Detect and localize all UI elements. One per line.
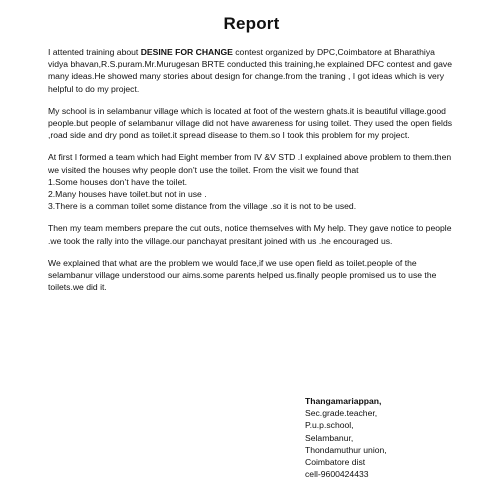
paragraph-rally: Then my team members prepare the cut outs, notice themselves with My help. They gave notice to people .we took the rally into the village.our panchayat presitant joined with us .he encouraged us. [48,223,452,246]
signature-school: P.u.p.school, [305,420,354,431]
signature-name: Thangamariappan, [305,396,382,406]
contest-name: DESINE FOR CHANGE [140,47,233,57]
signature-district: Coimbatore dist [305,457,366,468]
paragraph-team [48,151,455,212]
paragraph-village: My school is in selambanur village which is located at foot of the western ghats.it is beautiful village.good people.but people of selambanur village did not have awareness for using toilet. They used the open fields ,road side and dry pond as toilet.it spread disease to them.so I took this problem for my project. [48,105,453,141]
paragraph-training-post: contest organized by DPC,Coimbatore at Bharathiya vidya bhavan,R.S.puram.Mr.Murugesan BRTE conducted this training,he explained DFC contest and gave many ideas.He showed many stories about design for change.from the traning , I got ideas which is very helpful to do my project. [48,47,452,94]
paragraph-training-pre: I attented training about [48,47,141,57]
report-title: Report [223,14,280,33]
signature-phone: cell-9600424433 [305,469,369,480]
signature-block [305,395,387,480]
paragraph-training [48,46,455,95]
signature-designation: Sec.grade.teacher, [305,408,378,419]
finding-2: 2.Many houses have toilet.but not in use . [48,189,207,200]
signature-village: Selambanur, [305,432,354,443]
paragraph-outcome: We explained that what are the problem we would face,if we use open field as toilet.people of the selambanur village understood our aims.some parents helped us.finally people promised us to use the toilets.we did it. [48,257,437,293]
finding-3: 3.There is a comman toilet some distance from the village .so it is not to be used. [48,201,357,212]
team-intro: At first I formed a team which had Eight member from IV &V STD .I explained above problem to them.then we visited the houses why people don’t use the toilet. From the visit we found that [48,152,452,175]
signature-union: Thondamuthur union, [305,444,387,455]
finding-1: 1.Some houses don’t have the toilet. [48,176,188,187]
